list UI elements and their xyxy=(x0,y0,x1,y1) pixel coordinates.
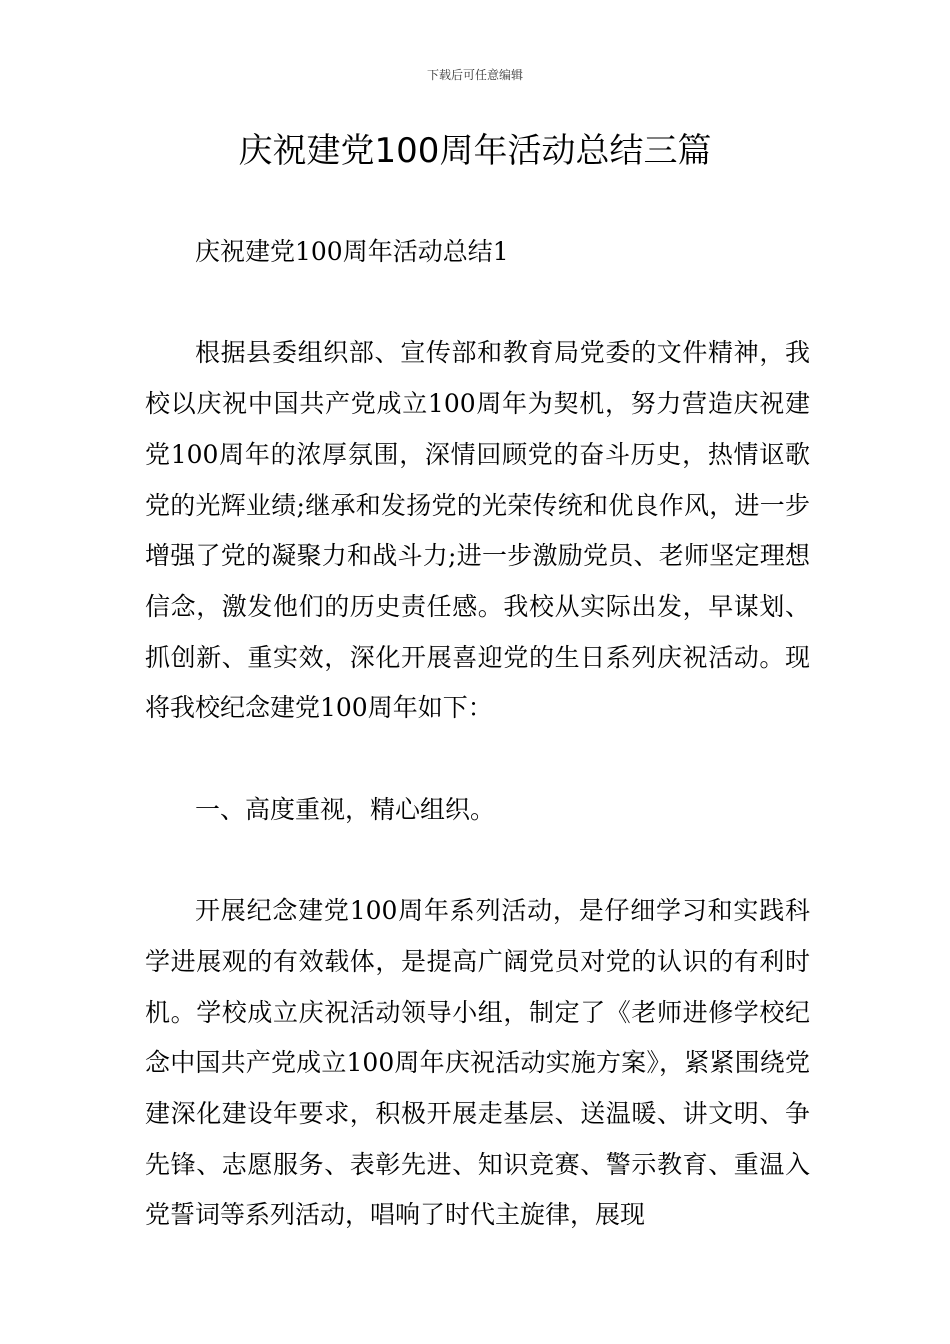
section-subtitle: 庆祝建党100周年活动总结1 xyxy=(195,237,509,266)
document-body xyxy=(145,227,810,1241)
paragraph-gap xyxy=(145,734,810,785)
section-heading: 一、高度重视，精心组织。 xyxy=(195,794,496,824)
paragraph-gap xyxy=(145,278,810,329)
body-paragraph: 根据县委组织部、宣传部和教育局党委的文件精神，我校以庆祝中国共产党成立100周年为契机，努力营造庆祝建党100周年的浓厚氛围，深情回顾党的奋斗历史，热情讴歌党的光辉业绩;继承和发扬党的光荣传统和优良作风，进一步增强了党的凝聚力和战斗力;进一步激励党员、老师坚定理想信念，激发他们的历史责任感。我校从实际出发，早谋划、抓创新、重实效，深化开展喜迎党的生日系列庆祝活动。现将我校纪念建党100周年如下： xyxy=(145,338,810,723)
document-title: 庆祝建党100周年活动总结三篇 xyxy=(238,131,712,171)
header-note: 下载后可任意编辑 xyxy=(426,68,523,82)
paragraph-gap xyxy=(145,835,810,886)
body-paragraph: 开展纪念建党100周年系列活动，是仔细学习和实践科学进展观的有效载体，是提高广阔党员对党的认识的有利时机。学校成立庆祝活动领导小组，制定了《老师进修学校纪念中国共产党成立100周年庆祝活动实施方案》，紧紧围绕党建深化建设年要求，积极开展走基层、送温暖、讲文明、争先锋、志愿服务、表彰先进、知识竞赛、警示教育、重温入党誓词等系列活动，唱响了时代主旋律，展现 xyxy=(145,896,810,1230)
